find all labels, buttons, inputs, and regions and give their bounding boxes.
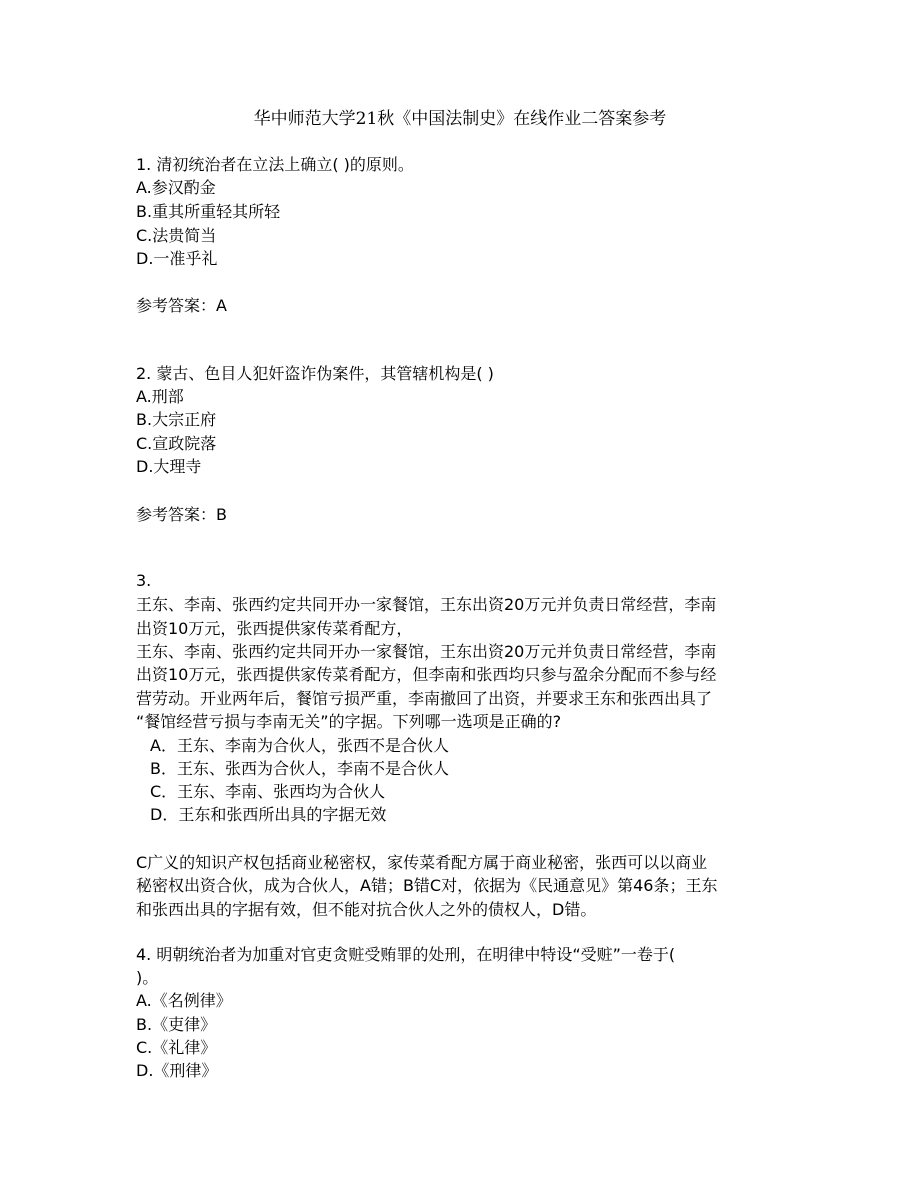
question-3-explanation-line: 秘密权出资合伙，成为合伙人，A错；B错C对，依据为《民通意见》第46条；王东 [136, 876, 718, 895]
question-1-answer: 参考答案：A [136, 296, 227, 315]
question-3-option-d: D．王东和张西所出具的字据无效 [150, 805, 387, 824]
question-1-option-a: A.参汉酌金 [136, 178, 216, 197]
question-4-option-d: D.《刑律》 [136, 1061, 218, 1080]
question-1-stem: 1. 清初统治者在立法上确立( )的原则。 [136, 155, 414, 174]
question-4-stem-line: 4. 明朝统治者为加重对官吏贪赃受贿罪的处刑，在明律中特设“受赃”一卷于( [136, 945, 676, 964]
question-3-option-c: C．王东、李南、张西均为合伙人 [150, 782, 386, 801]
question-2-answer: 参考答案：B [136, 505, 227, 524]
question-3-stem-line: 王东、李南、张西约定共同开办一家餐馆，王东出资20万元并负责日常经营，李南 [136, 595, 717, 614]
question-2-option-d: D.大理寺 [136, 457, 202, 476]
question-2-stem: 2. 蒙古、色目人犯奸盗诈伪案件，其管辖机构是( ) [136, 364, 494, 383]
question-3-stem-line: 营劳动。开业两年后，餐馆亏损严重，李南撤回了出资，并要求王东和张西出具了 [136, 689, 713, 708]
question-2-option-c: C.宣政院落 [136, 434, 217, 453]
question-2-option-b: B.大宗正府 [136, 410, 217, 429]
question-3-option-a: A．王东、李南为合伙人，张西不是合伙人 [150, 736, 449, 755]
question-2-option-a: A.刑部 [136, 387, 184, 406]
question-3-option-b: B．王东、张西为合伙人，李南不是合伙人 [150, 759, 449, 778]
question-4-option-a: A.《名例律》 [136, 991, 232, 1010]
question-3-number: 3. [136, 571, 152, 590]
question-3-stem-line: 王东、李南、张西约定共同开办一家餐馆，王东出资20万元并负责日常经营，李南 [136, 642, 717, 661]
question-4-option-c: C.《礼律》 [136, 1038, 217, 1057]
question-3-stem-line: 出资10万元，张西提供家传菜肴配方，但李南和张西均只参与盈余分配而不参与经 [136, 665, 717, 684]
question-1-option-c: C.法贵简当 [136, 226, 217, 245]
question-3-stem-line: 出资10万元，张西提供家传菜肴配方， [136, 619, 413, 638]
question-4-stem-line: )。 [136, 968, 159, 987]
document-title: 华中师范大学21秋《中国法制史》在线作业二答案参考 [253, 109, 667, 129]
question-3-explanation-line: 和张西出具的字据有效，但不能对抗合伙人之外的债权人，D错。 [136, 900, 597, 919]
question-3-stem-line: “餐馆经营亏损与李南无关”的字据。下列哪一选项是正确的? [136, 712, 562, 731]
question-1-option-b: B.重其所重轻其所轻 [136, 202, 281, 221]
question-4-option-b: B.《吏律》 [136, 1015, 217, 1034]
question-1-option-d: D.一准乎礼 [136, 249, 218, 268]
question-3-explanation-line: C广义的知识产权包括商业秘密权，家传菜肴配方属于商业秘密，张西可以以商业 [136, 853, 708, 872]
